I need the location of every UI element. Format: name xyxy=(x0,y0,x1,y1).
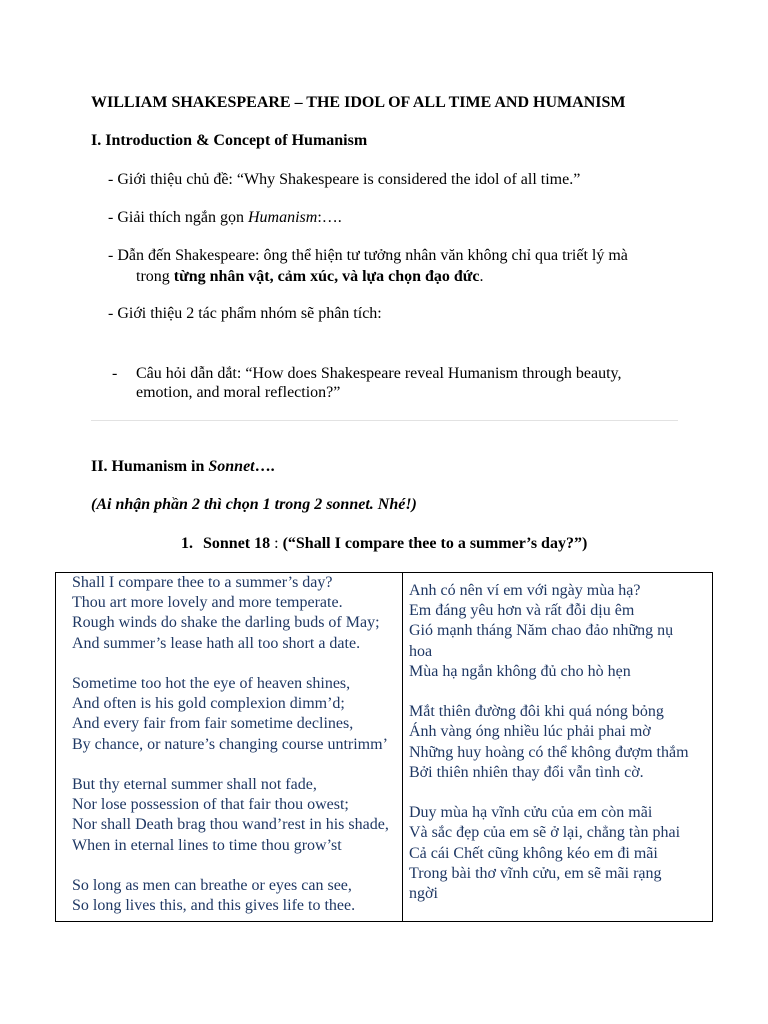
section-2-heading xyxy=(91,457,275,477)
poem-line-vi: Mắt thiên đường đôi khi quá nóng bỏng xyxy=(409,703,664,721)
poem-line-en: Nor lose possession of that fair thou owest; xyxy=(72,796,349,814)
poem-line-en: And every fair from fair sometime declines, xyxy=(72,715,354,733)
poem-line-vi: Trong bài thơ vĩnh cửu, em sẽ mãi rạng xyxy=(409,864,662,882)
intro-bullet-shakespeare-cont xyxy=(136,267,484,287)
poem-line-en: Rough winds do shake the darling buds of May; xyxy=(72,614,380,632)
bullet-text: trong xyxy=(136,268,174,285)
poem-line-en: Thou art more lovely and more temperate. xyxy=(72,594,343,612)
section-divider xyxy=(91,420,678,421)
humanism-term: Humanism xyxy=(247,209,318,226)
list-number: 1. xyxy=(181,535,193,552)
sonnet-term: Sonnet xyxy=(208,458,255,475)
poem-line-en: When in eternal lines to time thou grow’st xyxy=(72,836,342,854)
bullet-text: - Giải thích ngắn gọn xyxy=(108,209,248,226)
poem-line-vi: Gió mạnh tháng Năm chao đảo những nụ xyxy=(409,622,674,640)
poem-line-en: Sometime too hot the eye of heaven shines, xyxy=(72,675,351,692)
poem-line-vi: Bởi thiên nhiên thay đổi vẫn tình cờ. xyxy=(409,763,644,781)
poem-line-en: But thy eternal summer shall not fade, xyxy=(72,776,317,793)
section-1-heading: I. Introduction & Concept of Humanism xyxy=(91,132,368,149)
heading-text: …. xyxy=(254,458,275,475)
bullet-text: :…. xyxy=(317,209,342,226)
poem-line-vi: Anh có nên ví em với ngày mùa hạ? xyxy=(409,582,641,599)
poem-line-vi: Em đáng yêu hơn và rất đỗi dịu êm xyxy=(409,602,635,620)
poem-line-vi: Ánh vàng óng nhiều lúc phải phai mờ xyxy=(409,723,651,741)
poem-line-en: So long as men can breathe or eyes can see, xyxy=(72,877,352,894)
guiding-question-cont: emotion, and moral reflection?” xyxy=(136,384,341,401)
poem-line-en: And summer’s lease hath all too short a date. xyxy=(72,634,361,652)
poem-line-en: And often is his gold complexion dimm’d; xyxy=(72,695,345,713)
list-dash: - xyxy=(112,365,118,382)
sonnet-name: Sonnet 18 xyxy=(203,535,271,552)
sonnet-first-line: (“Shall I compare thee to a summer’s day?”) xyxy=(282,535,588,552)
intro-bullet-topic: - Giới thiệu chủ đề: “Why Shakespeare is considered the idol of all time.” xyxy=(108,171,581,188)
sonnet-subheading xyxy=(181,534,587,554)
poem-line-vi: Mùa hạ ngắn không đủ cho hò hẹn xyxy=(409,662,631,680)
poem-line-vi: Những huy hoàng có thể không đượm thắm xyxy=(409,743,689,761)
guiding-question: Câu hỏi dẫn dắt: “How does Shakespeare reveal Humanism through beauty, xyxy=(136,365,622,382)
table-column-divider xyxy=(402,572,403,922)
separator: : xyxy=(270,535,283,552)
poem-line-en: By chance, or nature’s changing course untrimm’ xyxy=(72,735,388,753)
poem-line-en: Nor shall Death brag thou wand’rest in his shade, xyxy=(72,816,389,834)
poem-line-en: So long lives this, and this gives life to thee. xyxy=(72,897,356,915)
document-title: WILLIAM SHAKESPEARE – THE IDOL OF ALL TIME AND HUMANISM xyxy=(91,94,626,111)
heading-text: II. Humanism in xyxy=(91,458,209,475)
emphasis-text: từng nhân vật, cảm xúc, và lựa chọn đạo đức xyxy=(173,268,480,285)
poem-line-vi: Và sắc đẹp của em sẽ ở lại, chẳng tàn phai xyxy=(409,824,681,842)
bullet-text: . xyxy=(479,268,484,285)
intro-bullet-works: - Giới thiệu 2 tác phẩm nhóm sẽ phân tích: xyxy=(108,305,382,322)
intro-bullet-shakespeare: - Dẫn đến Shakespeare: ông thể hiện tư tưởng nhân văn không chỉ qua triết lý mà xyxy=(108,247,628,264)
assignment-note: (Ai nhận phần 2 thì chọn 1 trong 2 sonnet. Nhé!) xyxy=(91,496,417,513)
poem-line-vi: Cả cái Chết cũng không kéo em đi mãi xyxy=(409,844,658,862)
poem-line-en: Shall I compare thee to a summer’s day? xyxy=(72,574,333,591)
poem-line-vi: hoa xyxy=(409,642,433,660)
poem-line-vi: Duy mùa hạ vĩnh cửu của em còn mãi xyxy=(409,804,653,822)
intro-bullet-humanism xyxy=(108,208,342,228)
poem-line-vi: ngời xyxy=(409,885,438,902)
